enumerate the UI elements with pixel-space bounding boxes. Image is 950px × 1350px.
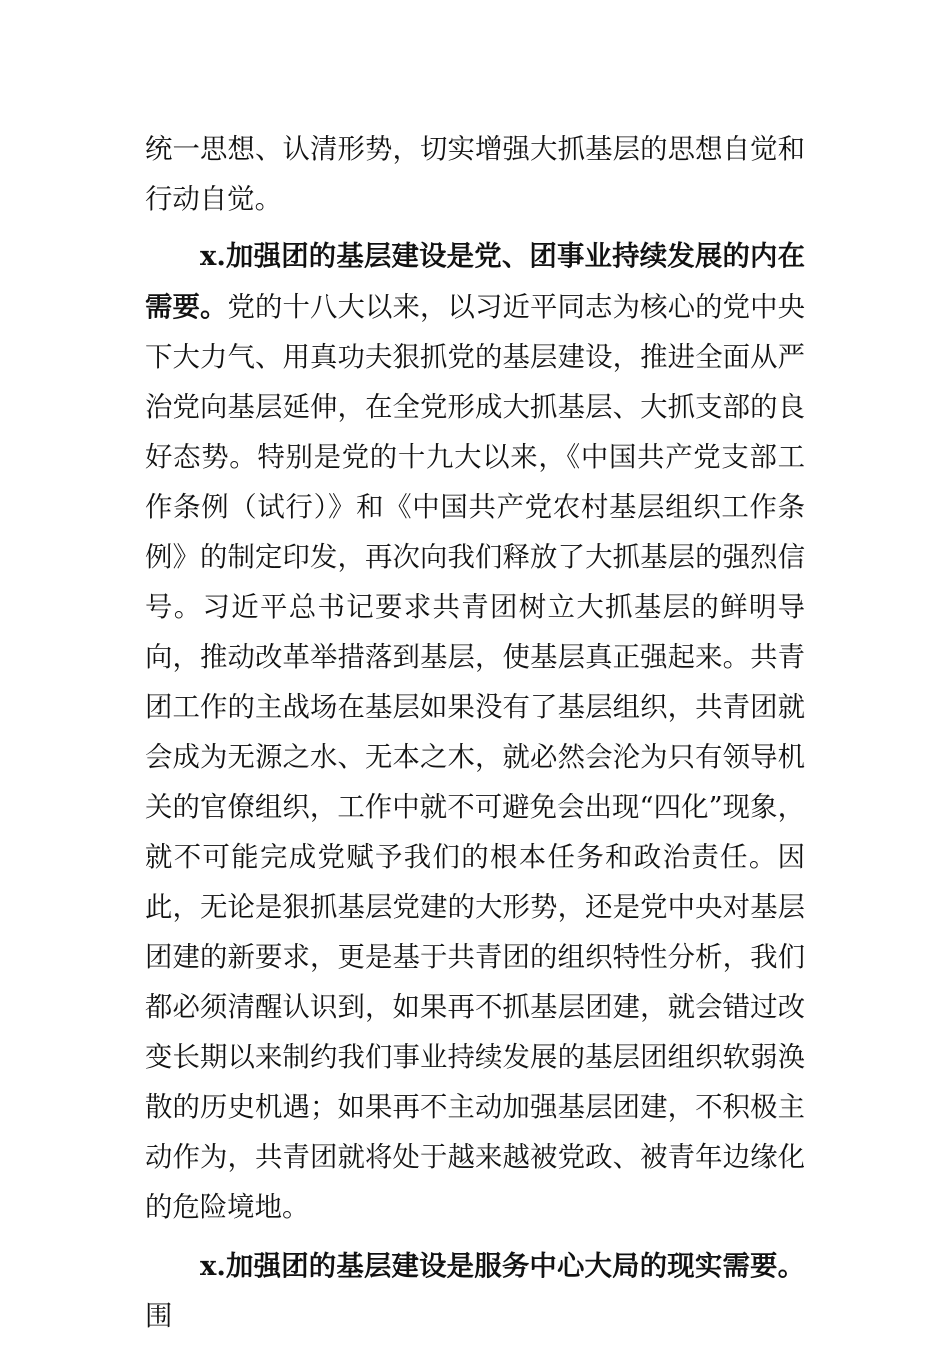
paragraph-text: 统一思想、认清形势，切实增强大抓基层的思想自觉和行动自觉。 (145, 134, 805, 215)
paragraph-party-league-development (145, 231, 805, 1233)
document-body (145, 125, 805, 1350)
paragraph-text: 党的十八大以来，以习近平同志为核心的党中央下大力气、用真功夫狠抓党的基层建设，推进全面从严治党向基层延伸，在全党形成大抓基层、大抓支部的良好态势。特别是党的十九大以来，《中国共产党支部工作条例（试行）》和《中国共产党农村基层组织工作条例》的制定印发，再次向我们释放了大抓基层的强烈信号。习近平总书记要求共青团树立大抓基层的鲜明导向，推动改革举措落到基层，使基层真正强起来。共青团工作的主战场在基层如果没有了基层组织，共青团就会成为无源之水、无本之木，就必然会沦为只有领导机关的官僚组织，工作中就不可避免会出现“四化”现象，就不可能完成党赋予我们的根本任务和政治责任。因此，无论是狠抓基层党建的大形势，还是党中央对基层团建的新要求，更是基于共青团的组织特性分析，我们都必须清醒认识到，如果再不抓基层团建，就会错过改变长期以来制约我们事业持续发展的基层团组织软弱涣散的历史机遇；如果再不主动加强基层团建，不积极主动作为，共青团就将处于越来越被党政、被青年边缘化的危险境地。 (145, 292, 805, 1223)
paragraph-continuation (145, 125, 805, 225)
paragraph-heading: x.加强团的基层建设是服务中心大局的现实需要。 (200, 1250, 805, 1282)
paragraph-text: 围 (145, 1301, 173, 1332)
paragraph-heading: x.加强团的基层建设是党、团事业持续发展的内在需要。 (145, 240, 805, 323)
paragraph-serve-central-tasks (145, 1241, 805, 1342)
